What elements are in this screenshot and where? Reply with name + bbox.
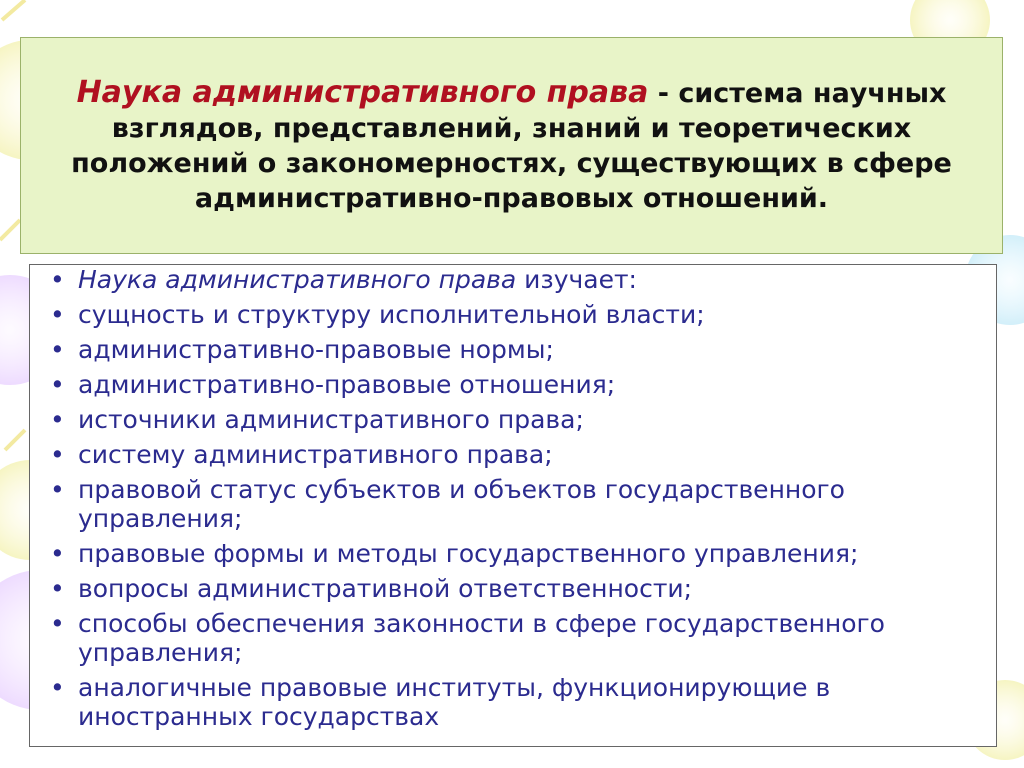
definition-body: - система научных взглядов, представлений, знаний и теоретических положений о закономерностях, существующих в сфере административно-правовых отношений. xyxy=(71,78,952,214)
list-item xyxy=(46,300,980,329)
definition-term: Наука административного права xyxy=(76,75,649,110)
bullet-icon: • xyxy=(50,335,65,364)
bullet-icon: • xyxy=(50,609,65,638)
topics-list-box xyxy=(29,264,997,747)
topics-list xyxy=(46,265,980,731)
list-item-text: правовые формы и методы государственного управления; xyxy=(78,539,859,568)
bullet-icon: • xyxy=(50,673,65,702)
definition-text xyxy=(45,75,978,216)
definition-box xyxy=(20,37,1003,254)
list-item xyxy=(46,370,980,399)
list-item-text: правовой статус субъектов и объектов государственного управления; xyxy=(78,475,845,533)
list-item-text: вопросы административной ответственности; xyxy=(78,574,693,603)
list-item xyxy=(46,335,980,364)
list-item-text: источники административного права; xyxy=(78,405,584,434)
bullet-icon: • xyxy=(50,300,65,329)
list-item xyxy=(46,405,980,434)
bullet-icon: • xyxy=(50,539,65,568)
bullet-icon: • xyxy=(50,265,65,294)
list-item xyxy=(46,673,980,731)
bullet-icon: • xyxy=(50,574,65,603)
list-item xyxy=(46,440,980,469)
list-item-text: сущность и структуру исполнительной власти; xyxy=(78,300,705,329)
list-item xyxy=(46,475,980,533)
bullet-icon: • xyxy=(50,405,65,434)
list-item-text: систему административного права; xyxy=(78,440,553,469)
bullet-icon: • xyxy=(50,440,65,469)
list-item-text: аналогичные правовые институты, функционирующие в иностранных государствах xyxy=(78,673,831,731)
bullet-icon: • xyxy=(50,370,65,399)
list-item xyxy=(46,539,980,568)
list-item xyxy=(46,574,980,603)
bullet-icon: • xyxy=(50,475,65,504)
list-item-text: административно-правовые отношения; xyxy=(78,370,616,399)
list-intro xyxy=(46,265,980,294)
list-intro-term: Наука административного права xyxy=(78,265,517,294)
list-item-text: способы обеспечения законности в сфере государственного управления; xyxy=(78,609,885,667)
list-intro-verb: изучает: xyxy=(516,265,637,294)
list-item xyxy=(46,609,980,667)
list-item-text: административно-правовые нормы; xyxy=(78,335,554,364)
